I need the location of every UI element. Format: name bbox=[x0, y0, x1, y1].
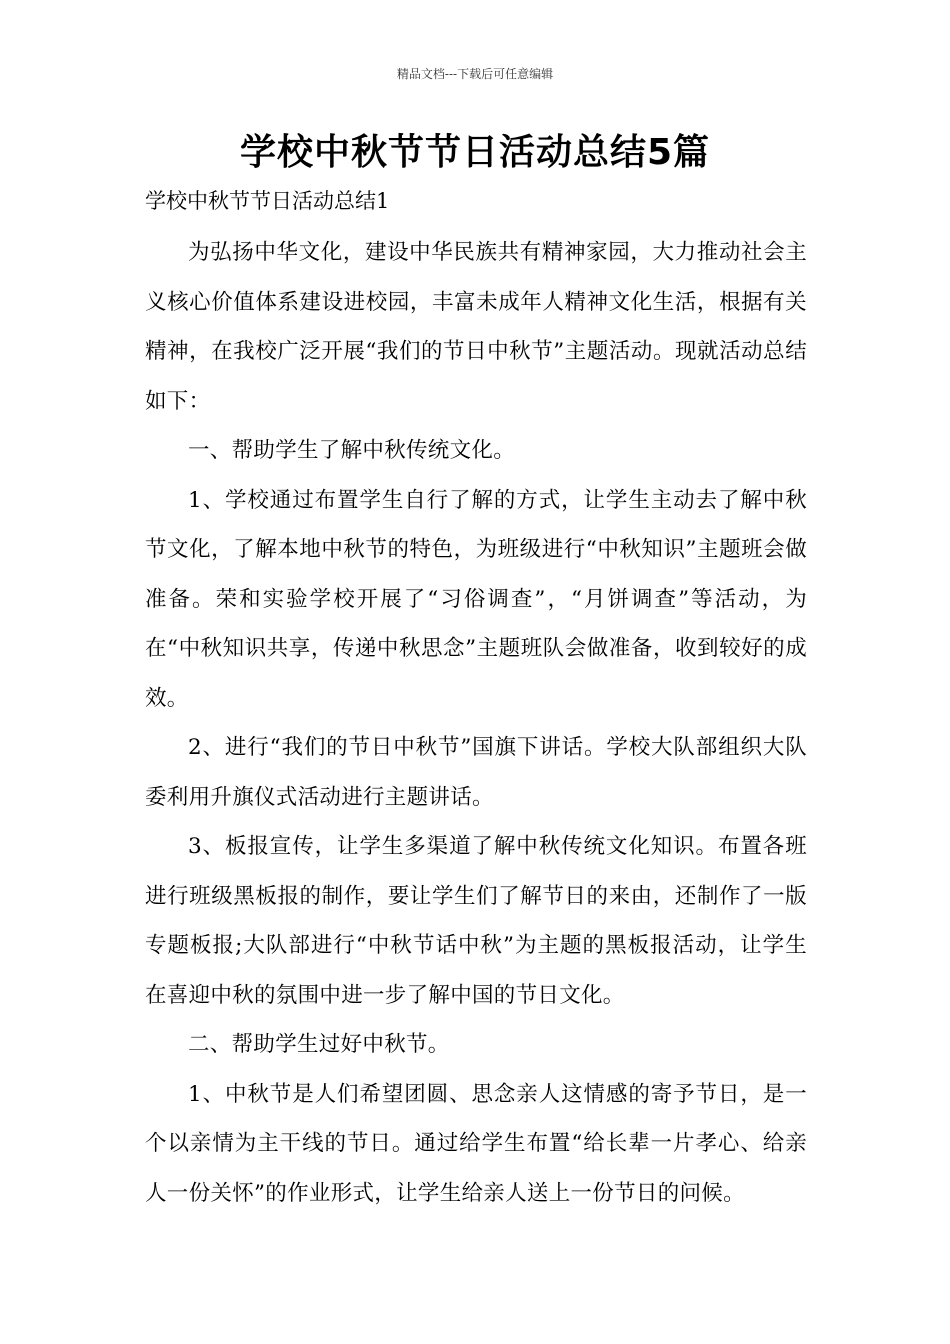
paragraph-item-1: 1、学校通过布置学生自行了解的方式，让学生主动去了解中秋节文化，了解本地中秋节的特色，为班级进行“中秋知识”主题班会做准备。荣和实验学校开展了“习俗调查”，“月饼调查”等活动，为在“中秋知识共享，传递中秋思念”主题班队会做准备，收到较好的成效。 bbox=[145, 487, 807, 711]
document-title: 学校中秋节节日活动总结5篇 bbox=[239, 132, 711, 173]
paragraph-item-2: 2、进行“我们的节日中秋节”国旗下讲话。学校大队部组织大队委利用升旗仪式活动进行主题讲话。 bbox=[145, 735, 807, 810]
paragraph-heading-one: 一、帮助学生了解中秋传统文化。 bbox=[188, 438, 516, 463]
body-text bbox=[145, 228, 807, 1218]
section-heading: 学校中秋节节日活动总结1 bbox=[145, 189, 390, 213]
paragraph-heading-two: 二、帮助学生过好中秋节。 bbox=[188, 1032, 450, 1057]
paragraph-item-3: 3、板报宣传，让学生多渠道了解中秋传统文化知识。布置各班进行班级黑板报的制作，要让学生们了解节日的来由，还制作了一版专题板报;大队部进行“中秋节话中秋”为主题的黑板报活动，让学生在喜迎中秋的氛围中进一步了解中国的节日文化。 bbox=[145, 834, 807, 1008]
paragraph-intro: 为弘扬中华文化，建设中华民族共有精神家园，大力推动社会主义核心价值体系建设进校园，丰富未成年人精神文化生活，根据有关精神，在我校广泛开展“我们的节日中秋节”主题活动。现就活动总结如下： bbox=[145, 240, 807, 414]
paragraph-item-4: 1、中秋节是人们希望团圆、思念亲人这情感的寄予节日，是一个以亲情为主干线的节日。通过给学生布置“给长辈一片孝心、给亲人一份关怀”的作业形式，让学生给亲人送上一份节日的问候。 bbox=[145, 1081, 807, 1206]
header-note: 精品文档---下载后可任意编辑 bbox=[396, 67, 554, 81]
